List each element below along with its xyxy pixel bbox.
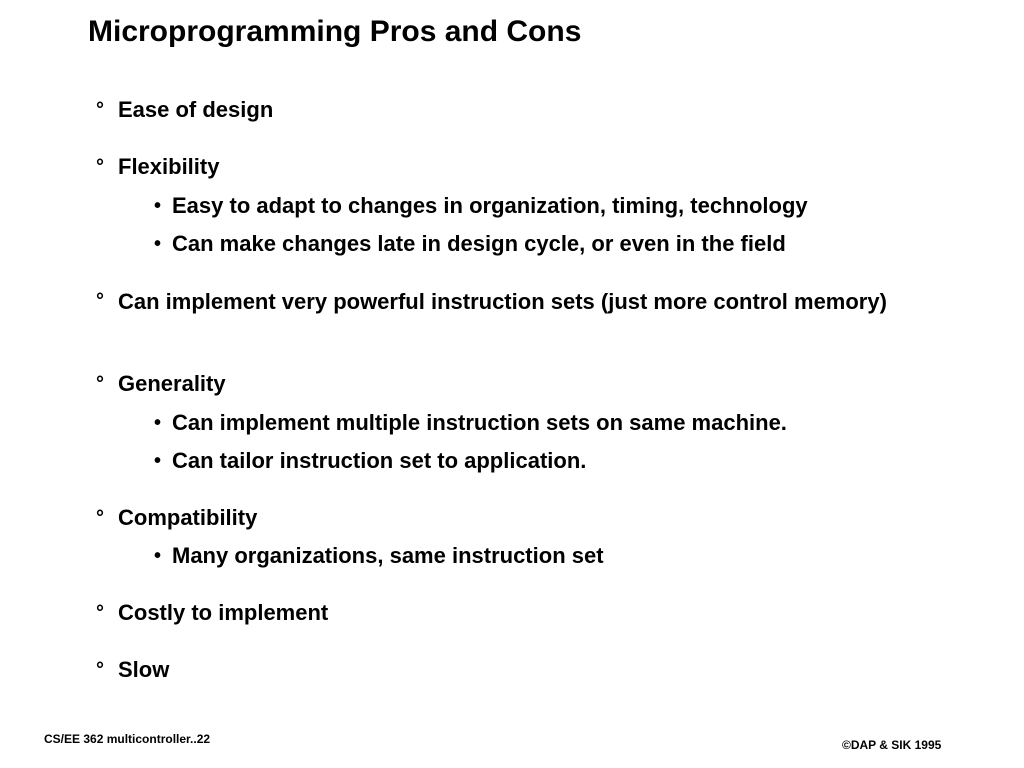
- sub-bullet-item-adapt: [154, 193, 808, 219]
- bullet-item-costly: [96, 600, 329, 626]
- footer-course-label: CS/EE 362 multicontroller..22: [44, 732, 211, 746]
- bullet-text: Costly to implement: [118, 600, 329, 625]
- degree-bullet-marker: °: [96, 602, 104, 624]
- bullet-text: Flexibility: [118, 154, 220, 179]
- bullet-text: Can implement multiple instruction sets on same machine.: [172, 410, 787, 435]
- slide-title: Microprogramming Pros and Cons: [88, 15, 582, 48]
- dot-bullet-marker: •: [154, 545, 162, 567]
- degree-bullet-marker: °: [96, 373, 104, 395]
- bullet-text: Ease of design: [118, 97, 274, 122]
- bullet-item-flexibility: [96, 154, 220, 180]
- bullet-item-ease-of-design: [96, 97, 274, 123]
- dot-bullet-marker: •: [154, 450, 162, 472]
- bullet-text: Can tailor instruction set to application.: [172, 448, 587, 473]
- dot-bullet-marker: •: [154, 233, 162, 255]
- bullet-text: Can make changes late in design cycle, or even in the field: [172, 231, 786, 256]
- degree-bullet-marker: °: [96, 659, 104, 681]
- bullet-item-generality: [96, 371, 226, 397]
- bullet-item-powerful-instruction-sets: [96, 288, 918, 315]
- sub-bullet-item-late-changes: [154, 231, 786, 257]
- sub-bullet-item-multiple-sets: [154, 410, 787, 436]
- bullet-item-slow: [96, 657, 170, 683]
- footer-copyright: ©DAP & SIK 1995: [842, 738, 942, 752]
- degree-bullet-marker: °: [96, 156, 104, 178]
- bullet-text: Generality: [118, 371, 226, 396]
- sub-bullet-item-many-organizations: [154, 543, 604, 569]
- sub-bullet-item-tailor: [154, 448, 587, 474]
- bullet-item-compatibility: [96, 505, 258, 531]
- bullet-text: Many organizations, same instruction set: [172, 543, 604, 568]
- dot-bullet-marker: •: [154, 195, 162, 217]
- bullet-text: Easy to adapt to changes in organization, timing, technology: [172, 193, 808, 218]
- degree-bullet-marker: °: [96, 290, 104, 312]
- dot-bullet-marker: •: [154, 412, 162, 434]
- degree-bullet-marker: °: [96, 507, 104, 529]
- degree-bullet-marker: °: [96, 99, 104, 121]
- bullet-text: Can implement very powerful instruction sets (just more control memory): [118, 289, 887, 314]
- bullet-text: Compatibility: [118, 505, 258, 530]
- bullet-text: Slow: [118, 657, 170, 682]
